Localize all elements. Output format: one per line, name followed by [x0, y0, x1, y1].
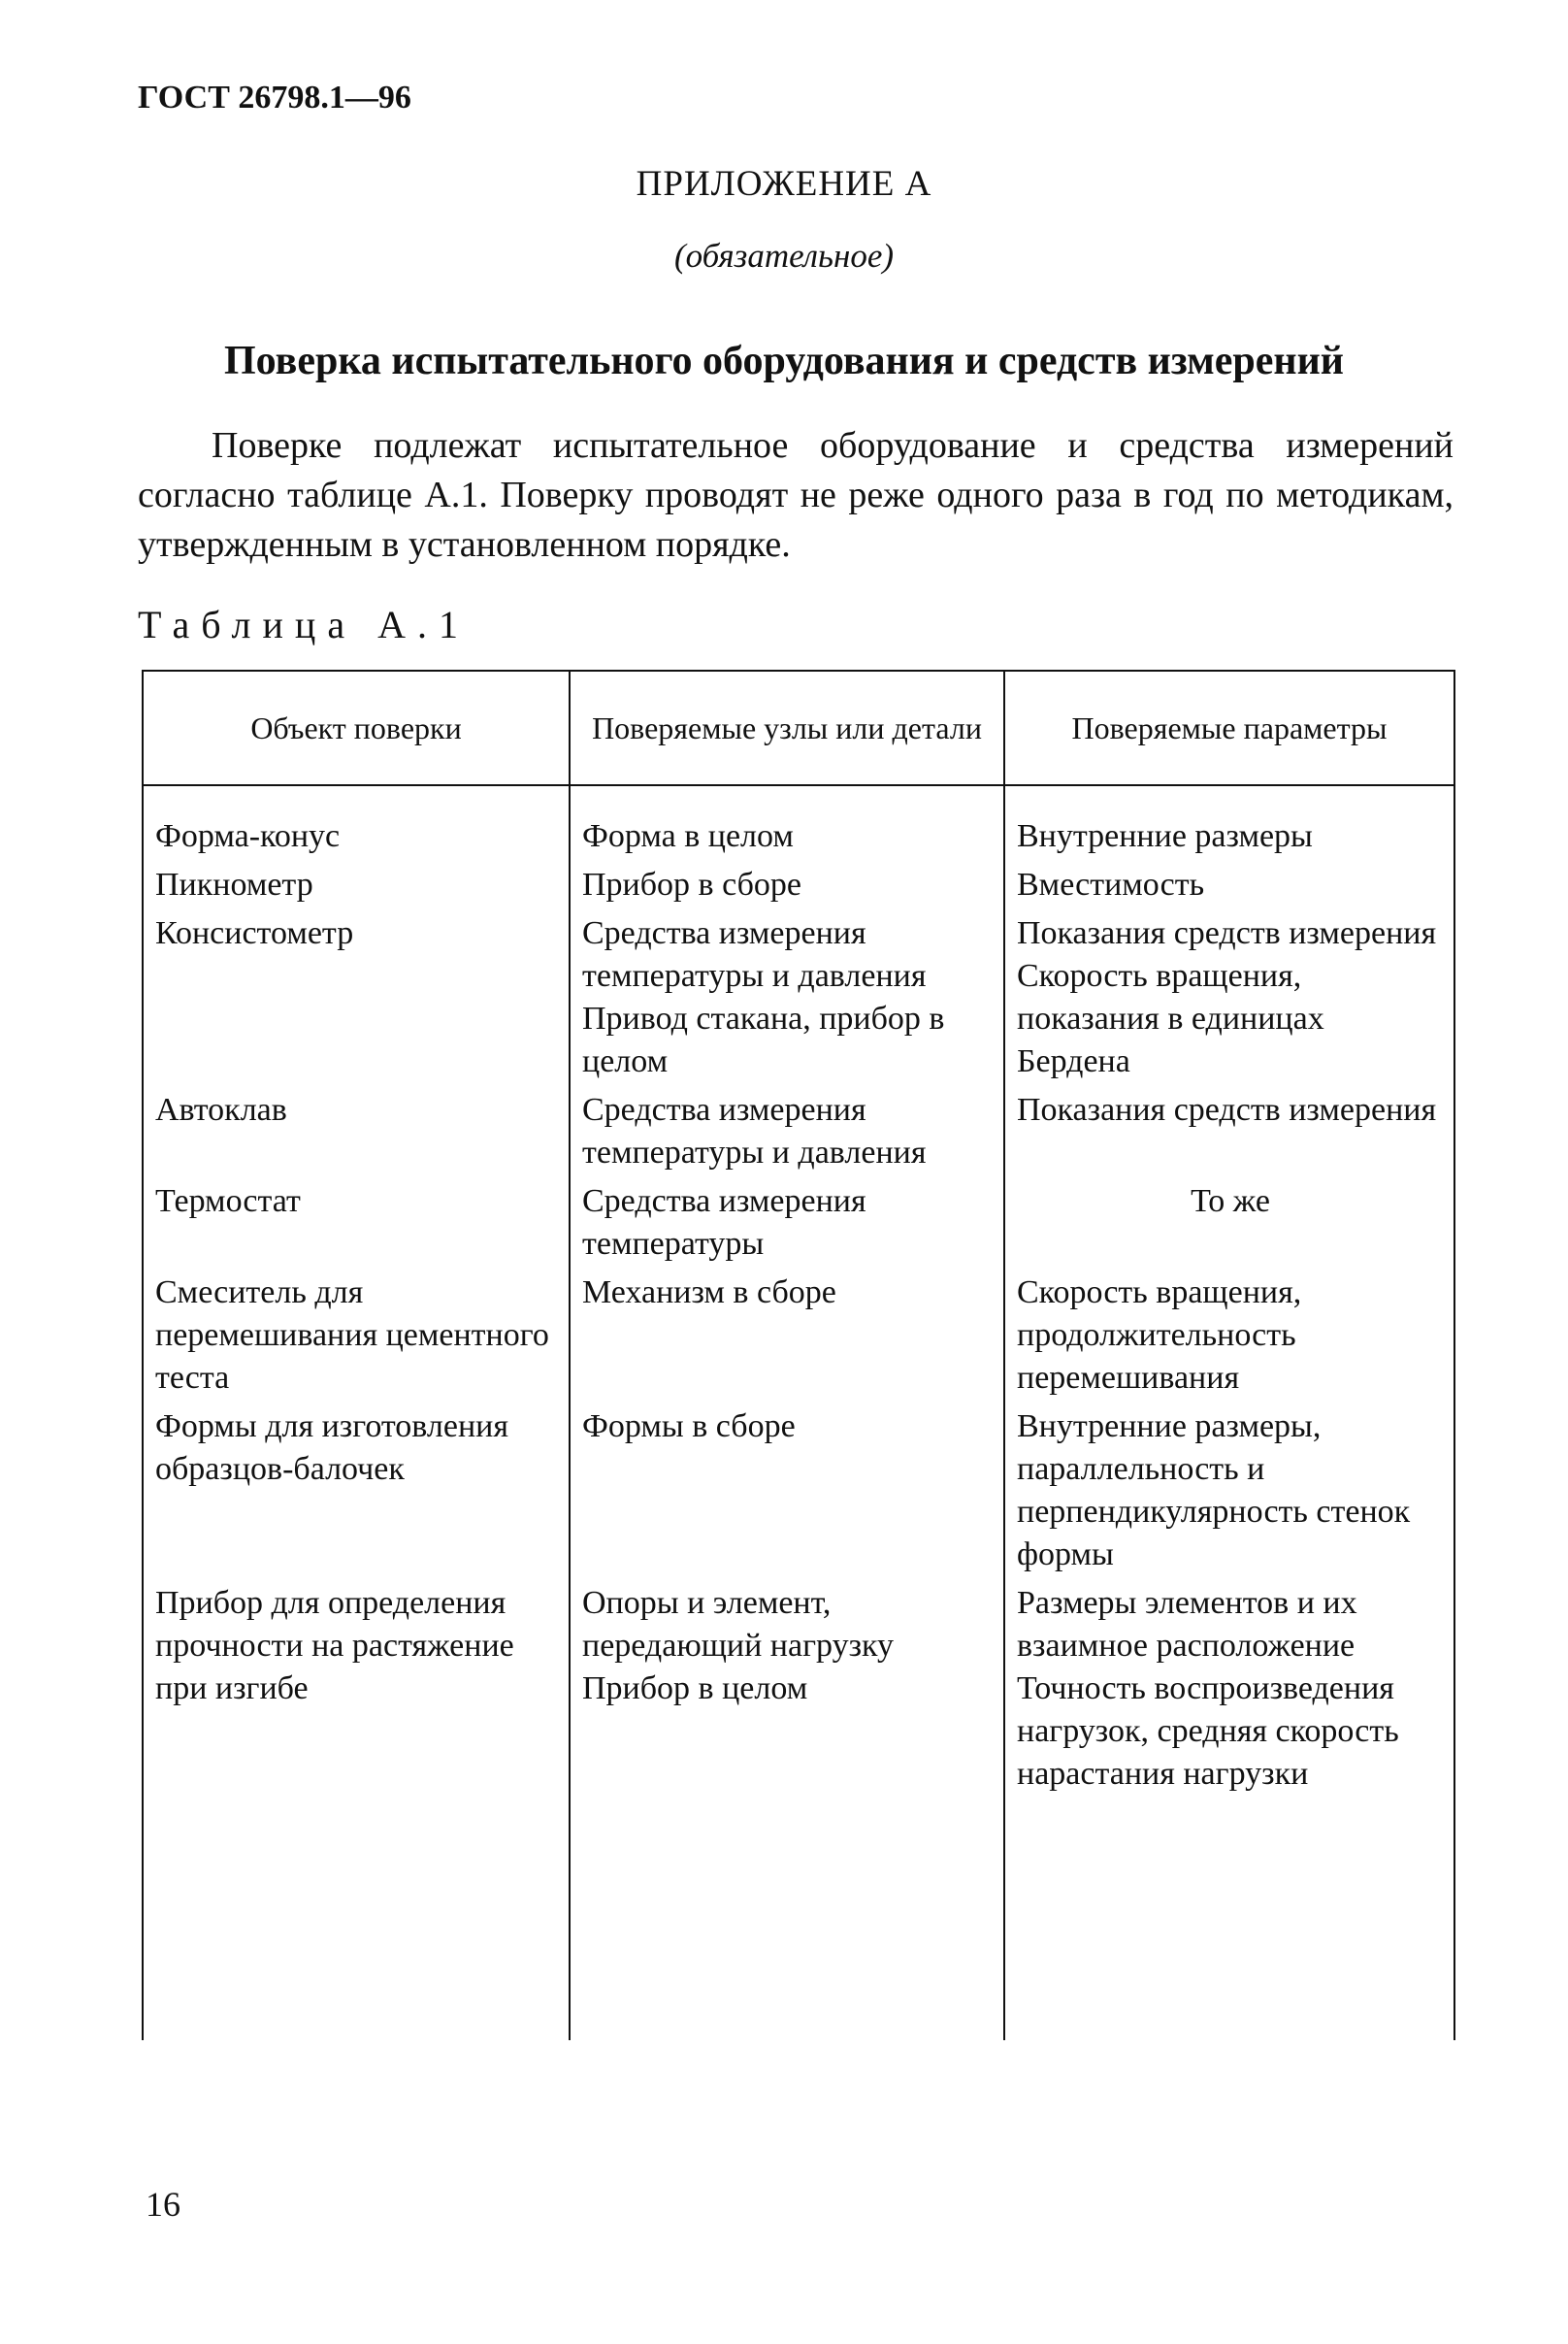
column-header-parts: Поверяемые узлы или детали	[570, 671, 1004, 785]
cell-parts	[570, 1576, 1004, 2040]
cell-object	[143, 1400, 570, 1576]
object-text: Прибор для определения прочности на растяжение при изгибе	[155, 1585, 514, 1706]
cell-params	[1004, 1083, 1454, 1174]
object-text: Формы для изготовления образцов-балочек	[155, 1408, 508, 1487]
params-text: То же	[1191, 1183, 1270, 1219]
table-caption: Таблица А.1	[138, 603, 470, 646]
cell-parts	[570, 1083, 1004, 1174]
parts-text: Механизм в сборе	[582, 1274, 836, 1310]
cell-params	[1004, 1576, 1454, 2040]
params-text: Скорость вращения, показания в единицах Бердена	[1017, 958, 1324, 1079]
cell-object	[143, 785, 570, 858]
params-text: Размеры элементов и их взаимное расположение	[1017, 1585, 1357, 1664]
table-row	[143, 1266, 1454, 1400]
cell-object	[143, 907, 570, 1083]
object-text: Форма-конус	[155, 818, 341, 854]
cell-object	[143, 858, 570, 907]
cell-object	[143, 1266, 570, 1400]
object-text: Пикнометр	[155, 867, 313, 903]
parts-text: Прибор в целом	[582, 1670, 808, 1706]
parts-text: Привод стакана, прибор в целом	[582, 1001, 945, 1079]
cell-parts	[570, 1174, 1004, 1266]
parts-text: Средства измерения температуры и давления	[582, 1092, 927, 1171]
table-row	[143, 1576, 1454, 2040]
params-text: Точность воспроизведения нагрузок, средняя скорость нарастания нагрузки	[1017, 1670, 1399, 1792]
parts-text: Средства измерения температуры и давления	[582, 915, 927, 994]
cell-params	[1004, 1174, 1454, 1266]
cell-object	[143, 1174, 570, 1266]
parts-text: Средства измерения температуры	[582, 1183, 866, 1262]
cell-parts	[570, 907, 1004, 1083]
table-header-row	[143, 671, 1454, 785]
params-text: Внутренние размеры, параллельность и перпендикулярность стенок формы	[1017, 1408, 1411, 1572]
cell-object	[143, 1576, 570, 2040]
verification-table	[142, 670, 1454, 2040]
table-row	[143, 1174, 1454, 1266]
cell-parts	[570, 1400, 1004, 1576]
page-number: 16	[146, 2185, 180, 2224]
cell-parts	[570, 1266, 1004, 1400]
table	[142, 670, 1455, 2040]
object-text: Автоклав	[155, 1092, 287, 1128]
document-code: ГОСТ 26798.1—96	[138, 80, 411, 116]
cell-object	[143, 1083, 570, 1174]
params-text: Внутренние размеры	[1017, 818, 1313, 854]
cell-parts	[570, 858, 1004, 907]
parts-text: Форма в целом	[582, 818, 794, 854]
column-header-object: Объект поверки	[143, 671, 570, 785]
table-row	[143, 785, 1454, 858]
params-text: Показания средств измерения	[1017, 1092, 1437, 1128]
table-row	[143, 858, 1454, 907]
object-text: Термостат	[155, 1183, 301, 1219]
parts-text: Прибор в сборе	[582, 867, 801, 903]
cell-params	[1004, 1266, 1454, 1400]
section-title: Поверка испытательного оборудования и средств измерений	[224, 339, 1344, 383]
cell-params	[1004, 785, 1454, 858]
appendix-title: ПРИЛОЖЕНИЕ А	[636, 164, 932, 204]
intro-paragraph: Поверке подлежат испытательное оборудование и средства измерений согласно таблице А.1. Поверку проводят не реже одного раза в год по методикам, утвержденным в установленном порядке.	[138, 425, 1454, 565]
column-header-parameters: Поверяемые параметры	[1004, 671, 1454, 785]
params-text: Показания средств измерения	[1017, 915, 1437, 951]
object-text: Смеситель для перемешивания цементного теста	[155, 1274, 549, 1396]
cell-params	[1004, 907, 1454, 1083]
table-row	[143, 907, 1454, 1083]
cell-params	[1004, 858, 1454, 907]
cell-params	[1004, 1400, 1454, 1576]
params-text: Вместимость	[1017, 867, 1205, 903]
cell-parts	[570, 785, 1004, 858]
table-row	[143, 1083, 1454, 1174]
table-row	[143, 1400, 1454, 1576]
appendix-status: (обязательное)	[673, 237, 895, 275]
params-text: Скорость вращения, продолжительность перемешивания	[1017, 1274, 1302, 1396]
parts-text: Опоры и элемент, передающий нагрузку	[582, 1585, 895, 1664]
object-text: Консистометр	[155, 915, 354, 951]
parts-text: Формы в сборе	[582, 1408, 796, 1444]
